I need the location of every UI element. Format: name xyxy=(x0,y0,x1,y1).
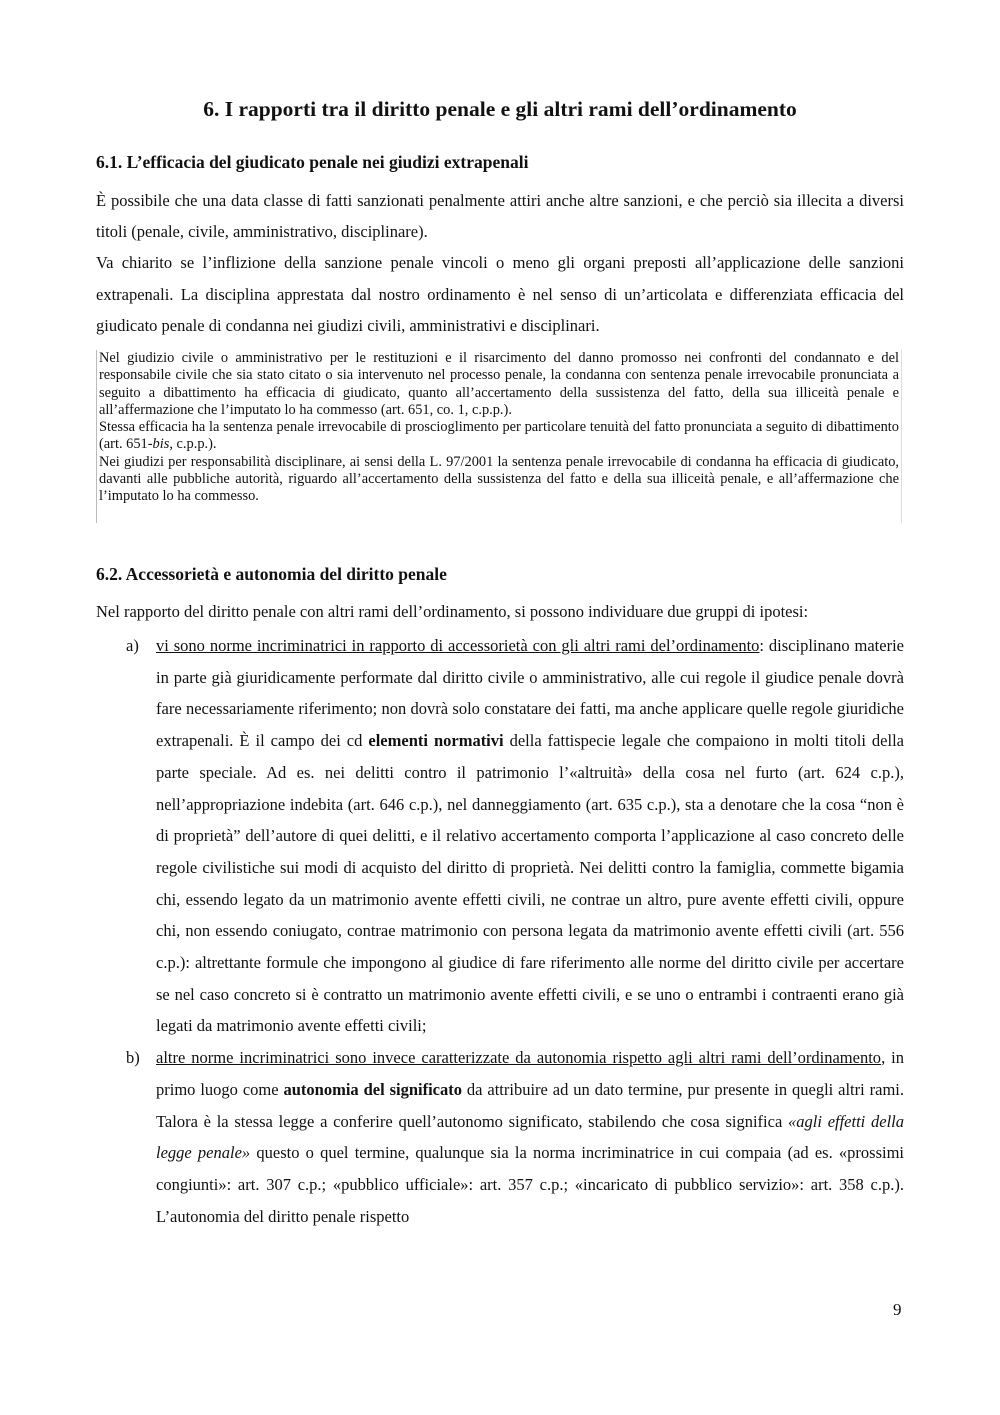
bold-term: autonomia del significato xyxy=(283,1079,462,1099)
section-heading-6-1: 6.1. L’efficacia del giudicato penale nei giudizi extrapenali xyxy=(96,152,529,172)
list-item-b-text xyxy=(156,1042,904,1232)
bold-term: elementi normativi xyxy=(368,731,504,751)
list-marker-b: b) xyxy=(126,1048,140,1068)
item-b-text-2: da attribuire ad un dato termine, pur presente in quegli altri rami. Talora è la stessa legge a conferire quell’autonomo significato, stabilendo che cosa significa xyxy=(156,1079,904,1131)
paragraph-1: È possibile che una data classe di fatti sanzionati penalmente attiri anche altre sanzioni, e che perciò sia illecita a diversi titoli (penale, civile, amministrativo, disciplinare). xyxy=(96,191,904,242)
item-a-text-1: : disciplinano materie in parte già giuridicamente performate dal diritto civile o amministrativo, alle cui regole il giudice penale dovrà fare necessariamente riferimento; non dovrà solo constatare dei fatti, ma anche applicare quelle regole giuridiche extrapenali. È il campo dei cd xyxy=(156,636,904,751)
item-b-text-1: , in primo luogo come xyxy=(156,1048,905,1099)
item-a-text-2: della fattispecie legale che compaiono in molti titoli della parte speciale. Ad es. nei delitti contro il patrimonio l’«altruità» della cosa nel furto (art. 624 c.p.), nell’appropriazione indebita (art. 646 c.p.), nel danneggiamento (art. 635 c.p.), sta a denotare che la cosa “non è di proprietà” dell’autore di quei delitti, e il relativo accertamento comporta l’applicazione al caso concreto delle regole civilistiche sui modi di acquisto del diritto di proprietà. Nei delitti contro la famiglia, commette bigamia chi, essendo legato da un matrimonio avente effetti civili, ne contrae un altro, pure avente effetti civili, oppure chi, non essendo coniugato, contrae matrimonio con persona legata da matrimonio avente effetti civili (art. 556 c.p.): altrettante formule che impongono al giudice di fare riferimento alle norme del diritto civile per accertare se nel caso concreto si è contratto un matrimonio avente effetti civili, e se uno o entrambi i contraenti erano già legati da matrimonio avente effetti civili; xyxy=(156,731,904,1036)
list-item-a-text xyxy=(156,630,904,1042)
section-6-1-body xyxy=(96,185,904,341)
section-heading-6-2: 6.2. Accessorietà e autonomia del diritto penale xyxy=(96,564,447,584)
boxed-note xyxy=(96,350,902,523)
paragraph-2: Va chiarito se l’inflizione della sanzione penale vincoli o meno gli organi preposti all’applicazione delle sanzioni extrapenali. La disciplina apprestata dal nostro ordinamento è nel senso di un’articolata e differenziata efficacia del giudicato penale di condanna nei giudizi civili, amministrativi e disciplinari. xyxy=(96,253,904,335)
note-p2-text: Stessa efficacia ha la sentenza penale irrevocabile di proscioglimento per particolare tenuità del fatto pronunciata a seguito di dibattimento (art. 651- xyxy=(99,419,899,453)
item-b-text-3: questo o quel termine, qualunque sia la norma incriminatrice in cui compaia (ad es. «prossimi congiunti»: art. 307 c.p.; «pubblico ufficiale»: art. 357 c.p.; «incaricato di pubblico servizio»: art. 358 c.p.). L’autonomia del diritto penale rispetto xyxy=(156,1143,904,1226)
note-p2-italic: bis xyxy=(152,436,170,453)
note-paragraph-2 xyxy=(99,419,899,454)
page-number: 9 xyxy=(893,1300,902,1319)
hypotheses-list xyxy=(96,630,904,1232)
section-6-2-intro: Nel rapporto del diritto penale con altri rami dell’ordinamento, si possono individuare due gruppi di ipotesi: xyxy=(96,602,809,621)
note-p2-text-end: , c.p.p.). xyxy=(169,436,217,453)
note-paragraph-3: Nei giudizi per responsabilità disciplinare, ai sensi della L. 97/2001 la sentenza penale irrevocabile di condanna ha efficacia di giudicato, davanti alle pubbliche autorità, riguardo all’accertamento della sussistenza del fatto e della sua illiceità penale, e all’affermazione che l’imputato lo ha commesso. xyxy=(99,453,899,505)
underlined-phrase: vi sono norme incriminatrici in rapporto di accessorietà con gli altri rami del’ordinamento xyxy=(156,636,760,655)
list-marker-a: a) xyxy=(126,636,139,655)
list-item-a xyxy=(96,630,904,1042)
chapter-title: 6. I rapporti tra il diritto penale e gli altri rami dell’ordinamento xyxy=(203,97,797,121)
italic-phrase: «agli effetti della legge penale» xyxy=(156,1111,905,1163)
underlined-phrase: altre norme incriminatrici sono invece caratterizzate da autonomia rispetto agli altri rami dell’ordinamento xyxy=(156,1048,882,1068)
list-item-b xyxy=(96,1042,904,1232)
note-paragraph-1: Nel giudizio civile o amministrativo per le restituzioni e il risarcimento del danno promosso nei confronti del condannato e del responsabile civile che sia stato citato o sia intervenuto nel processo penale, la condanna con sentenza penale irrevocabile pronunciata a seguito a dibattimento ha efficacia di giudicato, quanto all’accertamento della sussistenza del fatto, della sua illiceità penale e all’affermazione che l’imputato lo ha commesso (art. 651, co. 1, c.p.p.). xyxy=(99,350,899,418)
